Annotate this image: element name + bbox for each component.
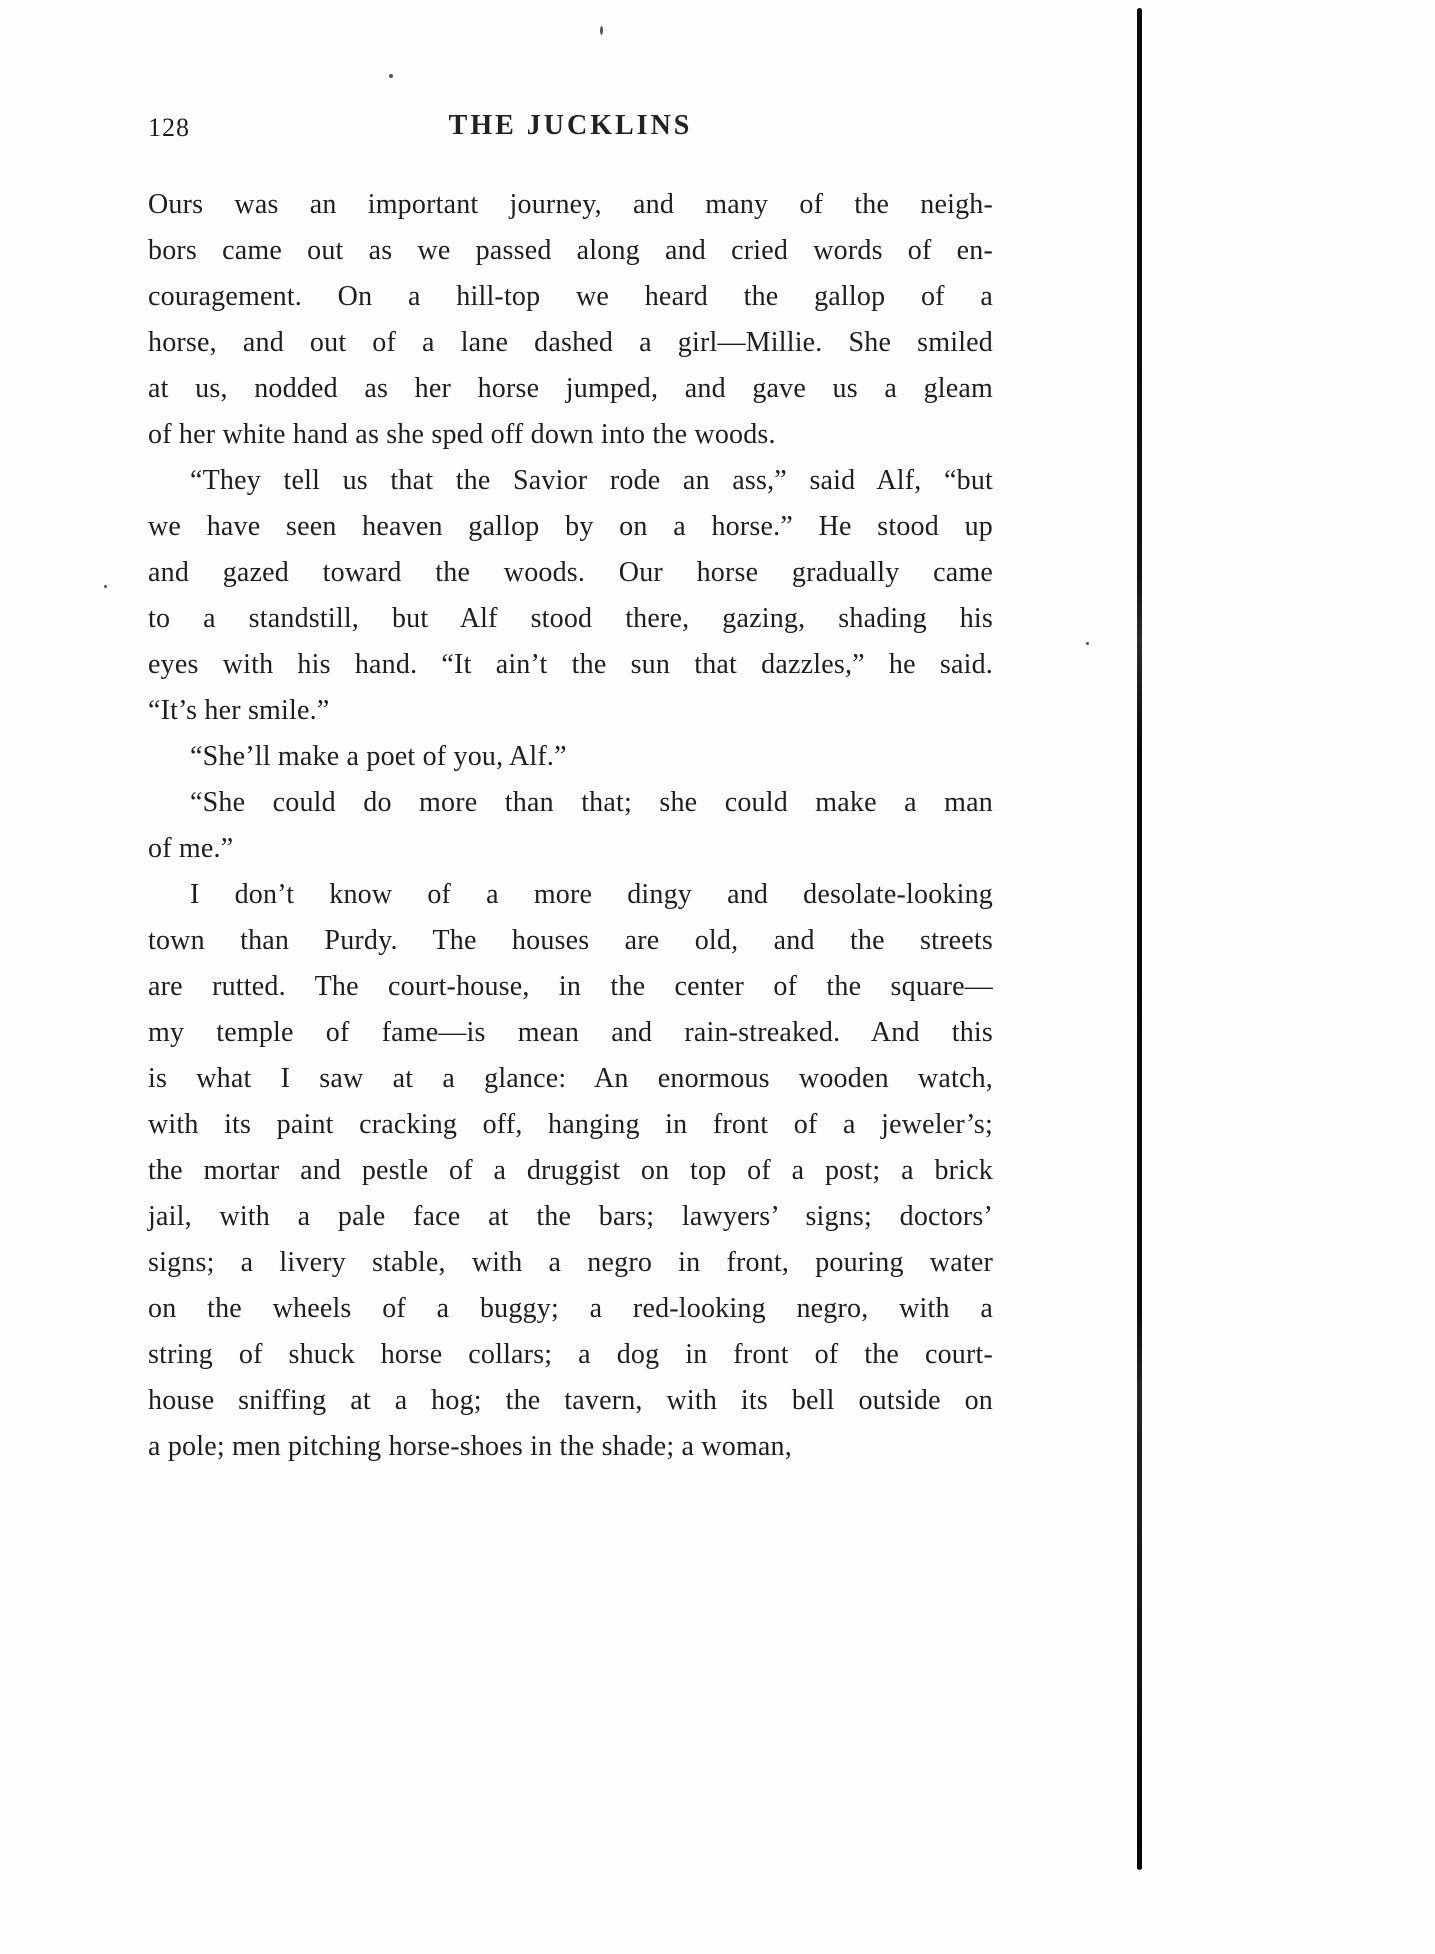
text-line: “She could do more than that; she could make a man — [190, 787, 993, 818]
text-line: with its paint cracking off, hanging in front of a jeweler’s; — [148, 1109, 993, 1140]
text-line: jail, with a pale face at the bars; lawyers’ signs; doctors’ — [148, 1201, 993, 1232]
text-line: signs; a livery stable, with a negro in front, pouring water — [148, 1247, 993, 1278]
text-line: the mortar and pestle of a druggist on top of a post; a brick — [148, 1155, 993, 1186]
text-line: and gazed toward the woods. Our horse gradually came — [148, 557, 993, 588]
text-line: bors came out as we passed along and cried words of en- — [148, 235, 993, 266]
scan-speck — [1086, 642, 1089, 645]
text-line: “They tell us that the Savior rode an ass,” said Alf, “but — [190, 465, 993, 496]
text-line: on the wheels of a buggy; a red-looking negro, with a — [148, 1293, 993, 1324]
text-line: of her white hand as she sped off down into the woods. — [148, 419, 776, 450]
text-line: a pole; men pitching horse-shoes in the shade; a woman, — [148, 1431, 792, 1462]
text-line: string of shuck horse collars; a dog in front of the court- — [148, 1339, 993, 1370]
text-line: horse, and out of a lane dashed a girl—Millie. She smiled — [148, 327, 993, 358]
text-column — [148, 182, 993, 1470]
text-line: is what I saw at a glance: An enormous wooden watch, — [148, 1063, 993, 1094]
text-line: at us, nodded as her horse jumped, and gave us a gleam — [148, 373, 993, 404]
scan-edge-line — [1137, 8, 1142, 1870]
running-title: THE JUCKLINS — [448, 110, 693, 141]
page-number: 128 — [148, 113, 190, 142]
text-line: couragement. On a hill-top we heard the gallop of a — [148, 281, 993, 312]
text-line: to a standstill, but Alf stood there, gazing, shading his — [148, 603, 993, 634]
scan-speck — [104, 585, 107, 588]
text-line: we have seen heaven gallop by on a horse.” He stood up — [148, 511, 993, 542]
text-line: house sniffing at a hog; the tavern, with its bell outside on — [148, 1385, 993, 1416]
text-line: “She’ll make a poet of you, Alf.” — [190, 741, 567, 772]
text-line: “It’s her smile.” — [148, 695, 330, 726]
scan-speck — [600, 26, 603, 35]
text-line: Ours was an important journey, and many of the neigh- — [148, 189, 993, 220]
text-line: are rutted. The court-house, in the center of the square— — [148, 971, 993, 1002]
text-line: of me.” — [148, 833, 234, 864]
text-line: I don’t know of a more dingy and desolate-looking — [190, 879, 993, 910]
page-header — [148, 110, 993, 150]
text-line: eyes with his hand. “It ain’t the sun that dazzles,” he said. — [148, 649, 993, 680]
scan-speck — [389, 74, 393, 78]
text-line: my temple of fame—is mean and rain-streaked. And this — [148, 1017, 993, 1048]
text-line: town than Purdy. The houses are old, and the streets — [148, 925, 993, 956]
